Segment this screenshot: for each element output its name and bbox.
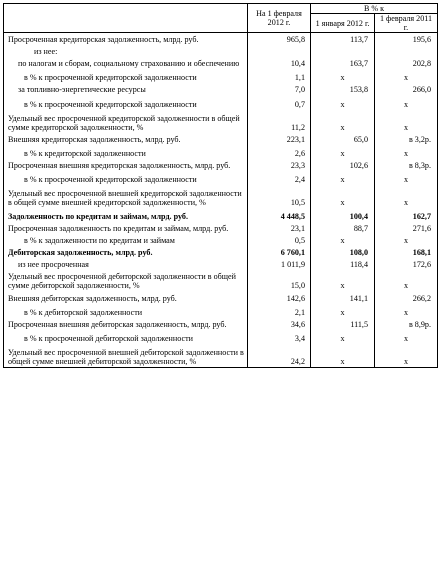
row-value-current: 1,1 <box>248 69 311 83</box>
row-label: в % к кредиторской задолженности <box>4 145 248 159</box>
table-row <box>4 234 438 246</box>
table-row <box>4 246 438 258</box>
row-value-current: 2,4 <box>248 171 311 185</box>
row-value-current: 142,6 <box>248 292 311 304</box>
row-label: Внешняя кредиторская задолженность, млрд. руб. <box>4 133 248 145</box>
table-row <box>4 159 438 171</box>
row-label: по налогам и сборам, социальному страхованию и обеспечению <box>4 57 248 69</box>
row-label: в % к задолженности по кредитам и займам <box>4 234 248 246</box>
table-row <box>4 208 438 222</box>
row-value-current: 23,3 <box>248 159 311 171</box>
row-label: за топливно-энергетические ресурсы <box>4 83 248 95</box>
row-value-feb-pct: x <box>375 96 438 110</box>
table-row <box>4 292 438 304</box>
row-value-jan-pct: x <box>311 330 375 344</box>
row-label: Внешняя дебиторская задолженность, млрд. руб. <box>4 292 248 304</box>
row-value-feb-pct: x <box>375 304 438 318</box>
table-row <box>4 222 438 234</box>
row-label: Удельный вес просроченной внешней кредиторской задолженности в общей сумме внешней кредиторской задолженности, % <box>4 185 248 208</box>
row-value-feb-pct: 271,6 <box>375 222 438 234</box>
table-row <box>4 185 438 208</box>
row-value-feb-pct: 202,8 <box>375 57 438 69</box>
row-value-feb-pct: x <box>375 145 438 159</box>
row-value-jan-pct: 111,5 <box>311 318 375 330</box>
row-value-current: 34,6 <box>248 318 311 330</box>
row-value-feb-pct: x <box>375 344 438 368</box>
header-col-current: На 1 февраля 2012 г. <box>248 4 311 33</box>
table-row <box>4 344 438 368</box>
table-row <box>4 270 438 291</box>
row-value-jan-pct: 118,4 <box>311 258 375 270</box>
row-value-jan-pct: 88,7 <box>311 222 375 234</box>
row-value-jan-pct: 65,0 <box>311 133 375 145</box>
row-value-current: 2,6 <box>248 145 311 159</box>
row-value-feb-pct: x <box>375 110 438 133</box>
row-value-current: 2,1 <box>248 304 311 318</box>
header-col-feb: 1 февраля 2011 г. <box>375 14 438 33</box>
row-value-feb-pct: 168,1 <box>375 246 438 258</box>
row-value-feb-pct: 266,2 <box>375 292 438 304</box>
row-value-feb-pct: в 8,3р. <box>375 159 438 171</box>
row-value-current: 15,0 <box>248 270 311 291</box>
debt-table <box>3 3 438 368</box>
row-value-jan-pct: x <box>311 234 375 246</box>
row-value-feb-pct: x <box>375 270 438 291</box>
row-value-current <box>248 45 311 57</box>
table-header <box>4 4 438 33</box>
row-value-current: 3,4 <box>248 330 311 344</box>
row-value-jan-pct: x <box>311 69 375 83</box>
row-value-current: 10,5 <box>248 185 311 208</box>
row-value-jan-pct: x <box>311 96 375 110</box>
row-value-jan-pct: 153,8 <box>311 83 375 95</box>
table-row <box>4 45 438 57</box>
row-value-current: 0,5 <box>248 234 311 246</box>
row-value-current: 24,2 <box>248 344 311 368</box>
table-row <box>4 258 438 270</box>
row-value-jan-pct: x <box>311 344 375 368</box>
table-row <box>4 96 438 110</box>
row-value-feb-pct <box>375 45 438 57</box>
row-value-jan-pct: x <box>311 110 375 133</box>
row-label: Удельный вес просроченной кредиторской задолженности в общей сумме кредиторской задолженности, % <box>4 110 248 133</box>
row-label: в % к дебиторской задолженности <box>4 304 248 318</box>
row-value-current: 223,1 <box>248 133 311 145</box>
row-label: в % к просроченной кредиторской задолженности <box>4 171 248 185</box>
row-value-feb-pct: x <box>375 330 438 344</box>
row-value-current: 965,8 <box>248 33 311 46</box>
row-value-feb-pct: x <box>375 185 438 208</box>
table-row <box>4 110 438 133</box>
row-label: Просроченная задолженность по кредитам и займам, млрд. руб. <box>4 222 248 234</box>
row-label: из нее: <box>4 45 248 57</box>
row-value-feb-pct: 266,0 <box>375 83 438 95</box>
row-value-feb-pct: в 8,9р. <box>375 318 438 330</box>
row-value-jan-pct: 141,1 <box>311 292 375 304</box>
row-value-feb-pct: 162,7 <box>375 208 438 222</box>
table-row <box>4 69 438 83</box>
table-row <box>4 171 438 185</box>
row-value-jan-pct: 100,4 <box>311 208 375 222</box>
row-value-feb-pct: 172,6 <box>375 258 438 270</box>
row-value-jan-pct: x <box>311 270 375 291</box>
header-blank-cell <box>4 4 248 33</box>
row-value-current: 11,2 <box>248 110 311 133</box>
row-value-feb-pct: x <box>375 234 438 246</box>
header-group-percent: В % к <box>311 4 438 14</box>
table-body <box>4 33 438 368</box>
row-value-jan-pct: 163,7 <box>311 57 375 69</box>
row-value-jan-pct: x <box>311 145 375 159</box>
row-label: Просроченная внешняя дебиторская задолженность, млрд. руб. <box>4 318 248 330</box>
table-row <box>4 304 438 318</box>
header-col-jan: 1 января 2012 г. <box>311 14 375 33</box>
table-row <box>4 83 438 95</box>
row-value-feb-pct: в 3,2р. <box>375 133 438 145</box>
row-value-current: 4 448,5 <box>248 208 311 222</box>
row-value-current: 1 011,9 <box>248 258 311 270</box>
row-label: Просроченная кредиторская задолженность, млрд. руб. <box>4 33 248 46</box>
row-value-jan-pct: 108,0 <box>311 246 375 258</box>
row-label: Удельный вес просроченной дебиторской задолженности в общей сумме дебиторской задолженности, % <box>4 270 248 291</box>
row-label: в % к просроченной кредиторской задолженности <box>4 96 248 110</box>
table-row <box>4 33 438 46</box>
row-label: из нее просроченная <box>4 258 248 270</box>
row-label: в % к просроченной дебиторской задолженности <box>4 330 248 344</box>
row-value-current: 23,1 <box>248 222 311 234</box>
row-value-current: 6 760,1 <box>248 246 311 258</box>
row-value-current: 10,4 <box>248 57 311 69</box>
row-value-feb-pct: x <box>375 69 438 83</box>
row-value-feb-pct: 195,6 <box>375 33 438 46</box>
row-label: Дебиторская задолженность, млрд. руб. <box>4 246 248 258</box>
row-label: Просроченная внешняя кредиторская задолженность, млрд. руб. <box>4 159 248 171</box>
row-value-jan-pct: x <box>311 171 375 185</box>
table-row <box>4 145 438 159</box>
table-row <box>4 57 438 69</box>
table-row <box>4 318 438 330</box>
row-label: в % к просроченной кредиторской задолженности <box>4 69 248 83</box>
row-value-jan-pct <box>311 45 375 57</box>
row-value-feb-pct: x <box>375 171 438 185</box>
row-value-jan-pct: x <box>311 185 375 208</box>
table-row <box>4 330 438 344</box>
row-value-jan-pct: 102,6 <box>311 159 375 171</box>
row-value-current: 7,0 <box>248 83 311 95</box>
row-value-current: 0,7 <box>248 96 311 110</box>
row-label: Задолженность по кредитам и займам, млрд. руб. <box>4 208 248 222</box>
row-label: Удельный вес просроченной внешней дебиторской задолженности в общей сумме внешней дебиторской задолженности, % <box>4 344 248 368</box>
row-value-jan-pct: x <box>311 304 375 318</box>
table-row <box>4 133 438 145</box>
row-value-jan-pct: 113,7 <box>311 33 375 46</box>
